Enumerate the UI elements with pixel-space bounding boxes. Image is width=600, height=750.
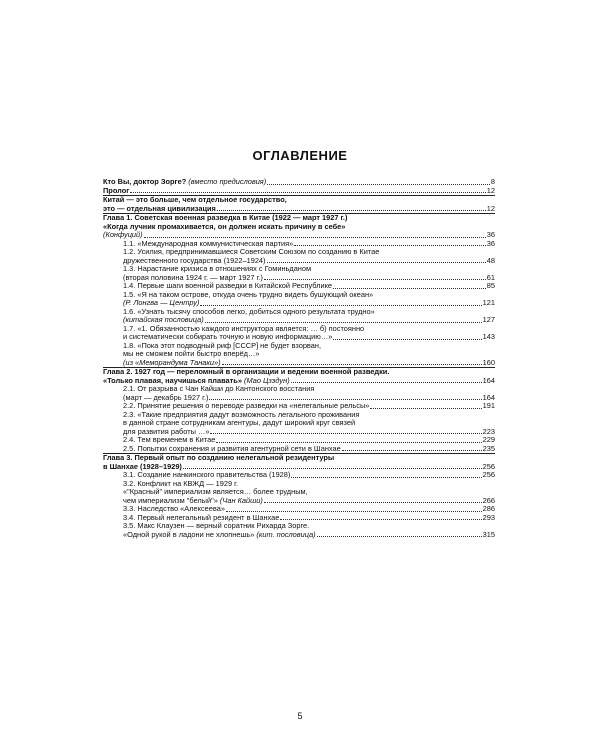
toc-page-number: 12 [486,203,495,213]
toc-entry [103,205,495,214]
dot-leader [280,519,481,520]
toc-entry-text: (вторая половина 1924 г. — март 1927 г.) [123,272,263,282]
toc-page-number: 191 [482,401,495,410]
toc-page-number: 8 [490,177,495,186]
toc-entry-text: 3.4. Первый нелегальный резидент в Шанхае [123,512,280,522]
dot-leader [183,468,482,469]
dot-leader [264,279,486,280]
page-title: ОГЛАВЛЕНИЕ [252,148,348,163]
toc-entry-text: «"Красный" империализм является… более трудным, [123,487,308,496]
toc-entry-text: 3.2. Конфликт на КВЖД — 1929 г. [123,478,238,488]
toc-entry [103,187,495,196]
dot-leader [294,245,486,246]
toc-entry-text: это — отдельная цивилизация [103,203,216,213]
toc-entry-text: 2.5. Попытки сохранения и развития агентурной сети в Шанхае [123,443,341,453]
toc-entry-text: 1.2. Усилия, предпринимавшиеся Советским Союзом по созданию в Китае [123,247,380,256]
toc-entry-text: в Шанхае (1928–1929) [103,461,182,471]
toc-entry [103,445,495,454]
toc-page-number: 223 [482,426,495,436]
toc-entry-text: 1.1. «Международная коммунистическая партия» [123,238,294,248]
toc-entry [103,223,495,232]
toc-entry-text: (Р. Лонгва — Центру) [123,298,200,307]
toc-entry-note: (кит. пословица) [254,529,316,539]
toc-page-number: 256 [482,470,495,479]
dot-leader [264,502,482,503]
dot-leader [205,322,482,323]
toc-page-number: 235 [482,443,495,453]
toc-entry-text: 3.1. Создание нанкинского правительства (1928) [123,470,291,479]
toc-entry-text: Кто Вы, доктор Зорге? [103,177,187,186]
dot-leader [216,442,481,443]
dot-leader [217,210,486,211]
toc-entry-text: (март — декабрь 1927 г.) [123,392,209,402]
toc-entry-note: (Чан Кайши) [217,495,263,505]
toc-entry-text: (китайская пословица) [123,315,204,324]
toc-entry-text: и систематически собирать точную и новую информацию…» [123,332,333,341]
toc-page-number: 266 [482,495,495,505]
toc-entry-text: для развития работы …» [123,426,210,436]
toc-entry-text: 1.4. Первые шаги военной разведки в Китайской Республике [123,281,333,290]
toc-page-number: 164 [482,392,495,402]
toc-page-number: 286 [482,504,495,513]
toc-entry-text: в данной стране сотрудникам агентуры, дадут широкий круг связей [123,418,356,427]
toc-entry [103,178,495,187]
toc-page-number: 61 [486,272,495,282]
toc-entry-text: Китай — это больше, чем отдельное государство, [103,195,287,204]
toc-entry-text: 1.7. «1. Обязанностью каждого инструктора является: … б) постоянно [123,323,365,333]
toc-entry-title [123,445,341,454]
toc-entry-text: 1.8. «Пока этот подводный риф [СССР] не будет взорван, [123,340,322,350]
toc-page-number: 36 [486,230,495,239]
dot-leader [333,339,481,340]
dot-leader [226,511,482,512]
dot-leader [291,382,482,383]
toc-page-number: 164 [482,375,495,385]
dot-leader [267,262,486,263]
toc-page-number: 229 [482,435,495,444]
toc-entry-text: чем империализм "белый"» [123,495,218,505]
toc-entry-note: (Мао Цзэдун) [241,375,290,385]
dot-leader [333,288,486,289]
toc-entry-text: 2.3. «Такие предприятия дадут возможность легального проживания [123,409,360,419]
toc-entry-text: Пролог [103,185,130,195]
toc-page-number: 293 [482,512,495,522]
dot-leader [209,399,481,400]
toc-page-number: 12 [486,185,495,195]
toc-entry [103,531,495,540]
toc-entry-title [103,205,216,214]
toc-entry-text: «Когда лучник промахивается, он должен искать причину в себе» [103,221,346,231]
toc-page-number: 256 [482,461,495,471]
toc-entry-text: Глава 1. Советская военная разведка в Китае (1922 — март 1927 г.) [103,213,348,222]
toc-entry-text: 2.2. Принятие решения о переводе разведки на «нелегальные рельсы» [123,401,370,410]
toc-entry-title [123,359,221,368]
toc-entry-text: 2.4. Тем временем в Китае [123,435,216,444]
page-number: 5 [297,711,303,721]
toc-entry-title [123,531,316,540]
toc-entry [103,359,495,368]
dot-leader [200,305,481,306]
toc-entry-title [103,187,129,196]
dot-leader [210,433,481,434]
toc-entry-text: мы не сможем пойти быстро вперёд…» [123,349,260,358]
toc-entry-text: 2.1. От разрыва с Чан Кайши до Кантонского восстания [123,384,315,393]
toc-page-number: 127 [482,315,495,324]
toc-entry-text: «Только плавая, научишься плавать» [103,375,242,385]
toc-page-number: 36 [486,238,495,248]
toc-entry-text: 3.5. Макс Клаузен — верный соратник Рихарда Зорге. [123,521,310,530]
toc-page-number: 160 [482,357,495,367]
toc-entry-text: 3.3. Наследство «Алексеева» [123,504,225,513]
toc-entry-text: 1.5. «Я на таком острове, откуда очень трудно видеть бушующий океан» [123,289,374,299]
toc-entry-text: «Одной рукой в ладони не хлопнешь» [123,529,255,539]
dot-leader [267,184,490,185]
toc-entry-text: 1.3. Нарастание кризиса в отношениях с Гоминьданом [123,264,312,273]
toc-entry-text: Глава 2. 1927 год — переломный в организации и ведении военной разведки. [103,367,390,376]
toc-page-number: 48 [486,255,495,265]
dot-leader [130,192,485,193]
toc-entry-text: дружественного государства (1922–1924) [123,255,266,265]
toc-page-number: 85 [486,281,495,290]
dot-leader [317,536,482,537]
toc-page-number: 143 [482,332,495,341]
toc-entry-text: (из «Меморандума Танаки») [123,357,221,367]
dot-leader [222,364,482,365]
toc-entry-text: Глава 3. Первый опыт по созданию нелегальной резидентуры [103,453,335,462]
dot-leader [342,450,482,451]
dot-leader [370,408,481,409]
dot-leader [291,477,481,478]
toc-page-number: 315 [482,529,495,539]
toc-page-number: 121 [482,298,495,307]
toc-entry-text: 1.6. «Узнать тысячу способов легко, добиться одного результата трудно» [123,306,375,316]
toc-entry-note: (вместо предисловия) [186,177,267,186]
table-of-contents [103,178,495,539]
dot-leader [144,237,486,238]
toc-entry-text: (Конфуций) [103,230,143,239]
